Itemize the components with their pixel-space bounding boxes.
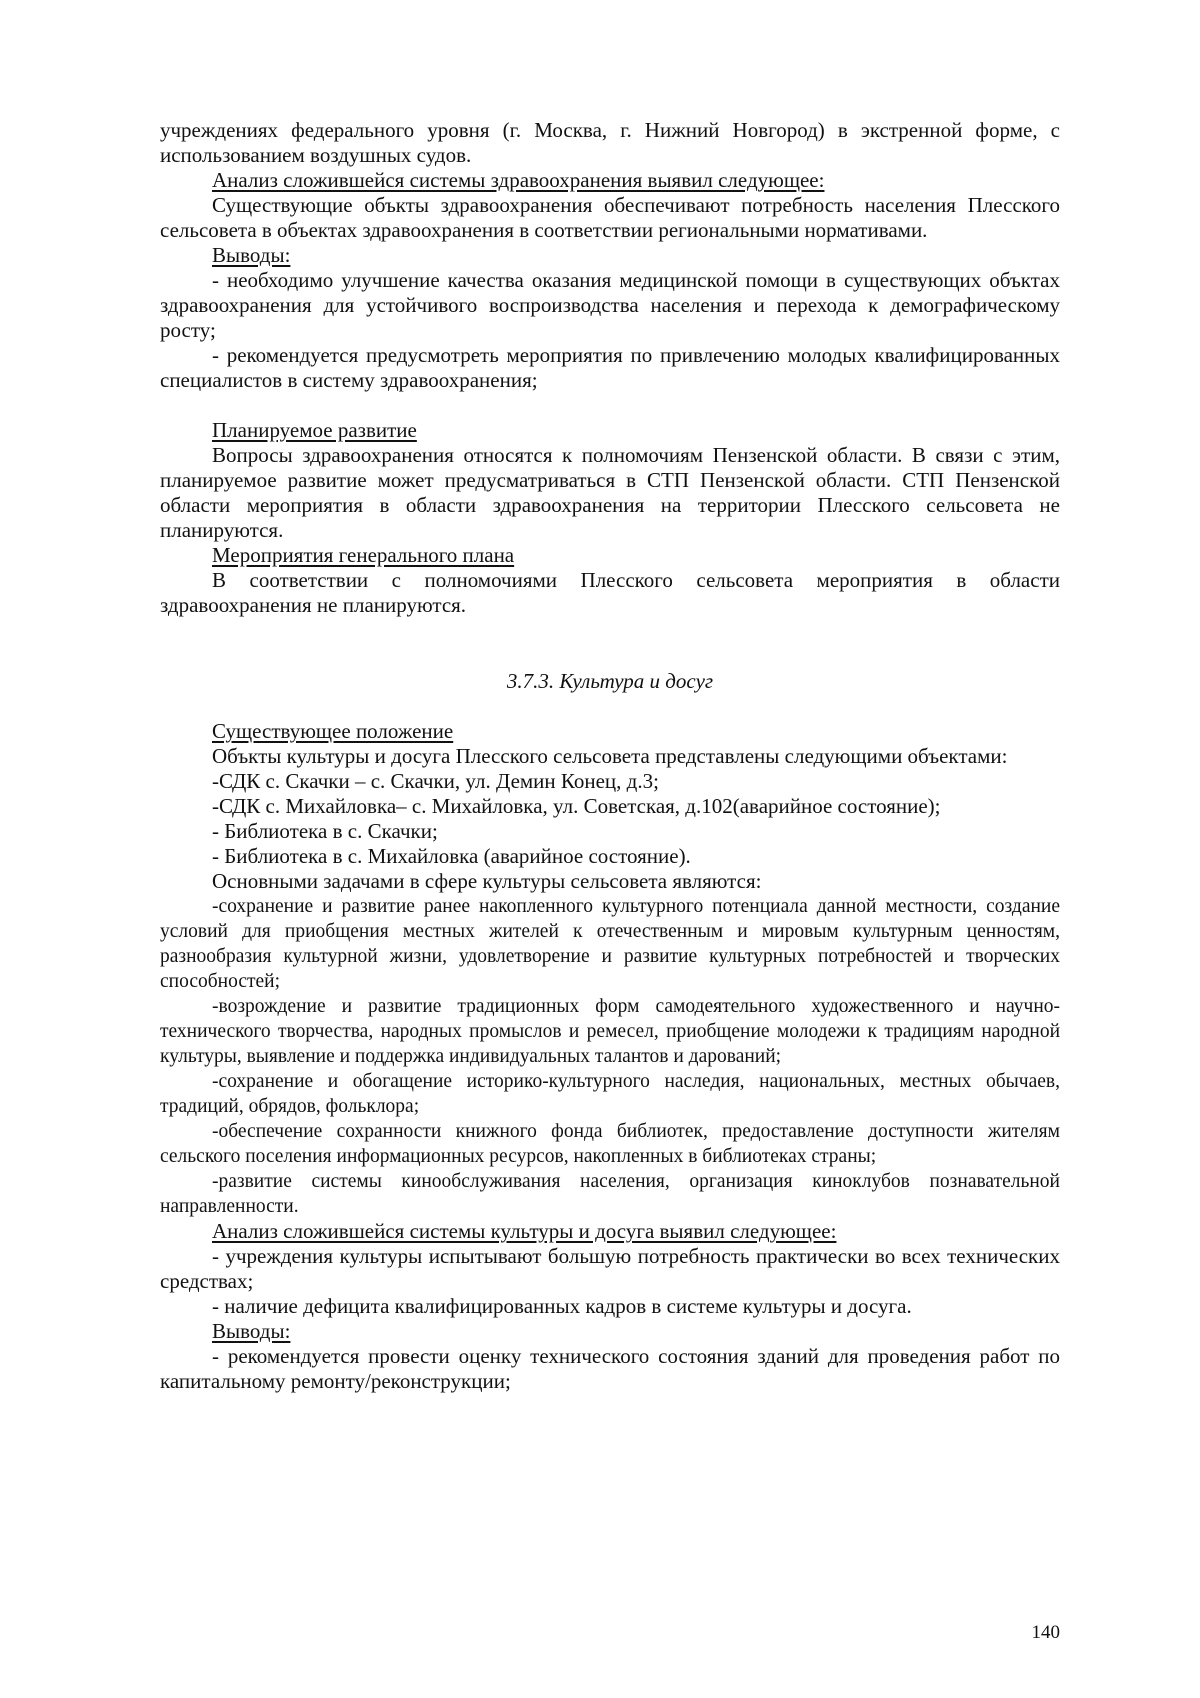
paragraph: Объкты культуры и досуга Плесского сельсовета представлены следующими объектами: (212, 744, 1008, 768)
heading-analysis-health: Анализ сложившейся системы здравоохранения выявил следующее: (212, 168, 825, 192)
list-item: -возрождение и развитие традиционных форм самодеятельного художественного и научно-технического творчества, народных промыслов и ремесел, приобщение молодежи к традициям народной культуры, выявление и поддержка индивидуальных талантов и дарований; (160, 996, 1060, 1067)
list-item: -развитие системы кинообслуживания населения, организация киноклубов познавательной направленности. (160, 1171, 1060, 1217)
list-item: - Библиотека в с. Михайловка (аварийное состояние). (212, 844, 691, 868)
spacer (160, 694, 1060, 719)
list-item: -обеспечение сохранности книжного фонда библиотек, предоставление доступности жителям сельского поселения информационных ресурсов, накопленных в библиотеках страны; (160, 1121, 1060, 1167)
list-item: -сохранение и развитие ранее накопленного культурного потенциала данной местности, создание условий для приобщения местных жителей к отечественным и мировым культурным ценностям, разнообразия культурной жизни, удовлетворение и развитие культурных потребностей и творческих способностей; (160, 896, 1060, 992)
heading-general-plan-measures: Мероприятия генерального плана (212, 543, 515, 567)
spacer (160, 618, 1060, 669)
heading-conclusions: Выводы: (212, 243, 291, 267)
section-title: 3.7.3. Культура и досуг (506, 669, 714, 693)
heading-analysis-culture: Анализ сложившейся системы культуры и досуга выявил следующее: (212, 1219, 837, 1243)
heading-planned-development: Планируемое развитие (212, 418, 417, 442)
spacer (160, 393, 1060, 418)
list-item: -СДК с. Скачки – с. Скачки, ул. Демин Конец, д.3; (212, 769, 659, 793)
paragraph: Вопросы здравоохранения относятся к полномочиям Пензенской области. В связи с этим, планируемое развитие может предусматриваться в СТП Пензенской области. СТП Пензенской области мероприятия в области здравоохранения на территории Плесского сельсовета не планируются. (160, 443, 1060, 542)
heading-existing-situation: Существующее положение (212, 719, 454, 743)
paragraph: - рекомендуется предусмотреть мероприятия по привлечению молодых квалифицированных специалистов в систему здравоохранения; (160, 343, 1060, 392)
page-number: 140 (1031, 1622, 1060, 1643)
paragraph: - необходимо улучшение качества оказания медицинской помощи в существующих объктах здравоохранения для устойчивого воспроизводства населения и перехода к демографическому росту; (160, 268, 1060, 342)
heading-conclusions: Выводы: (212, 1319, 291, 1343)
paragraph: - рекомендуется провести оценку технического состояния зданий для проведения работ по капитальному ремонту/реконструкции; (160, 1344, 1060, 1393)
list-item: -СДК с. Михайловка– с. Михайловка, ул. Советская, д.102(аварийное состояние); (212, 794, 941, 818)
paragraph: учреждениях федерального уровня (г. Москва, г. Нижний Новгород) в экстренной форме, с использованием воздушных судов. (160, 118, 1060, 167)
list-item: -сохранение и обогащение историко-культурного наследия, национальных, местных обычаев, традиций, обрядов, фольклора; (160, 1071, 1060, 1117)
paragraph: В соответствии с полномочиями Плесского сельсовета мероприятия в области здравоохранения не планируются. (160, 568, 1060, 617)
paragraph: Существующие объкты здравоохранения обеспечивают потребность населения Плесского сельсовета в объектах здравоохранения в соответствии региональными нормативами. (160, 193, 1060, 242)
document-page (160, 118, 1060, 1394)
paragraph: - учреждения культуры испытывают большую потребность практически во всех технических средствах; (160, 1244, 1060, 1293)
list-item: - Библиотека в с. Скачки; (212, 819, 438, 843)
paragraph: Основными задачами в сфере культуры сельсовета являются: (212, 869, 762, 893)
paragraph: - наличие дефицита квалифицированных кадров в системе культуры и досуга. (212, 1294, 912, 1318)
